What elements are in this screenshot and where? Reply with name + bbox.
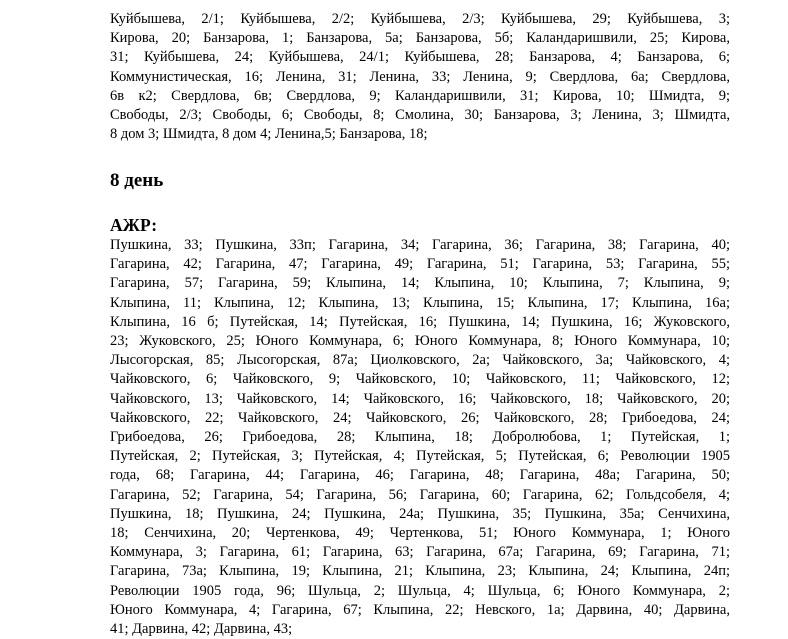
text-line: Гагарина, 73а; Клыпина, 19; Клыпина, 21; Клыпина, 23; Клыпина, 24; Клыпина, 24п; <box>110 563 730 580</box>
section-heading: АЖР: <box>110 215 158 235</box>
text-line: Юного Коммунара, 4; Гагарина, 67; Клыпина, 22; Невского, 1а; Дарвина, 40; Дарвина, <box>110 601 730 618</box>
text-line: 23; Жуковского, 25; Юного Коммунара, 6; Юного Коммунара, 8; Юного Коммунара, 10; <box>110 333 730 350</box>
text-line: Чайковского, 13; Чайковского, 14; Чайковского, 16; Чайковского, 18; Чайковского, 20; <box>110 390 730 407</box>
text-line: Свободы, 2/3; Свободы, 6; Свободы, 8; Смолина, 30; Банзарова, 3; Ленина, 3; Шмидта, <box>110 107 730 124</box>
day-heading: 8 день <box>110 170 164 191</box>
text-line: Клыпина, 16 б; Путейская, 14; Путейская, 16; Пушкина, 14; Пушкина, 16; Жуковского, <box>110 313 730 330</box>
text-line: Путейская, 2; Путейская, 3; Путейская, 4; Путейская, 5; Путейская, 6; Революции 1905 <box>110 448 730 465</box>
text-line: Кирова, 20; Банзарова, 1; Банзарова, 5а; Банзарова, 5б; Каландаришвили, 25; Кирова, <box>110 30 730 47</box>
text-line: Куйбышева, 2/1; Куйбышева, 2/2; Куйбышева, 2/3; Куйбышева, 29; Куйбышева, 3; <box>110 11 730 27</box>
text-line: Гагарина, 52; Гагарина, 54; Гагарина, 56; Гагарина, 60; Гагарина, 62; Гольдсобеля, 4; <box>110 486 730 503</box>
address-list-paragraph-top <box>110 10 730 144</box>
text-line: Пушкина, 33; Пушкина, 33п; Гагарина, 34; Гагарина, 36; Гагарина, 38; Гагарина, 40; <box>110 237 730 253</box>
text-line: года, 68; Гагарина, 44; Гагарина, 46; Гагарина, 48; Гагарина, 48а; Гагарина, 50; <box>110 467 730 484</box>
text-line: Чайковского, 6; Чайковского, 9; Чайковского, 10; Чайковского, 11; Чайковского, 12; <box>110 371 730 388</box>
text-line: 31; Куйбышева, 24; Куйбышева, 24/1; Куйбышева, 28; Банзарова, 4; Банзарова, 6; <box>110 49 730 66</box>
address-list-paragraph-bottom <box>110 236 730 639</box>
text-line: 18; Сенчихина, 20; Чертенкова, 49; Чертенкова, 51; Юного Коммунара, 1; Юного <box>110 525 730 542</box>
text-line: Лысогорская, 85; Лысогорская, 87а; Циолковского, 2а; Чайковского, 3а; Чайковского, 4; <box>110 352 730 369</box>
text-line: Чайковского, 22; Чайковского, 24; Чайковского, 26; Чайковского, 28; Грибоедова, 24; <box>110 409 730 426</box>
text-line: 6в к2; Свердлова, 6в; Свердлова, 9; Каландаришвили, 31; Кирова, 10; Шмидта, 9; <box>110 87 730 104</box>
text-line: Клыпина, 11; Клыпина, 12; Клыпина, 13; Клыпина, 15; Клыпина, 17; Клыпина, 16а; <box>110 294 730 311</box>
text-line: Грибоедова, 26; Грибоедова, 28; Клыпина, 18; Добролюбова, 1; Путейская, 1; <box>110 429 730 446</box>
text-line: Коммунистическая, 16; Ленина, 31; Ленина, 33; Ленина, 9; Свердлова, 6а; Свердлова, <box>110 68 730 85</box>
text-line: Гагарина, 42; Гагарина, 47; Гагарина, 49; Гагарина, 51; Гагарина, 53; Гагарина, 55; <box>110 256 730 273</box>
text-line: Гагарина, 57; Гагарина, 59; Клыпина, 14; Клыпина, 10; Клыпина, 7; Клыпина, 9; <box>110 275 730 292</box>
text-line: 41; Дарвина, 42; Дарвина, 43; <box>110 621 293 638</box>
text-line: 8 дом 3; Шмидта, 8 дом 4; Ленина,5; Банзарова, 18; <box>110 126 428 143</box>
text-line: Революции 1905 года, 96; Шульца, 2; Шульца, 4; Шульца, 6; Юного Коммунара, 2; <box>110 582 730 599</box>
text-line: Коммунара, 3; Гагарина, 61; Гагарина, 63; Гагарина, 67а; Гагарина, 69; Гагарина, 71; <box>110 544 730 561</box>
text-line: Пушкина, 18; Пушкина, 24; Пушкина, 24а; Пушкина, 35; Пушкина, 35а; Сенчихина, <box>110 505 730 522</box>
